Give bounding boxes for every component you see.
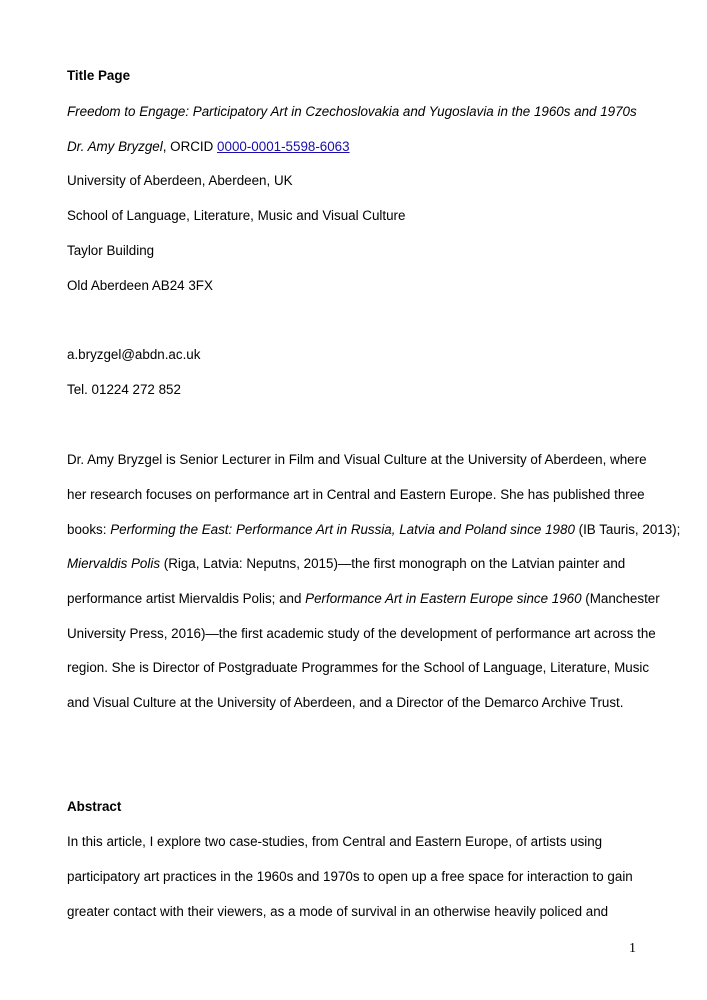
book-title: Performing the East: Performance Art in Russia, Latvia and Poland since 1980 bbox=[110, 522, 575, 537]
bio-line bbox=[67, 521, 680, 539]
building: Taylor Building bbox=[67, 243, 155, 258]
orcid-link[interactable]: 0000-0001-5598-6063 bbox=[217, 139, 350, 154]
abstract-line: greater contact with their viewers, as a mode of survival in an otherwise heavily policed and bbox=[67, 904, 609, 919]
bio-text: (Manchester bbox=[581, 591, 660, 606]
page-number: 1 bbox=[629, 941, 636, 956]
bio-text: (IB Tauris, 2013); bbox=[574, 522, 681, 537]
school: School of Language, Literature, Music and Visual Culture bbox=[67, 208, 406, 223]
university: University of Aberdeen, Aberdeen, UK bbox=[67, 173, 293, 188]
bio-line: region. She is Director of Postgraduate Programmes for the School of Language, Literature, Music bbox=[67, 660, 650, 675]
orcid-label: , ORCID bbox=[162, 139, 218, 154]
bio-line: Dr. Amy Bryzgel is Senior Lecturer in Film and Visual Culture at the University of Aberdeen, where bbox=[67, 452, 647, 467]
telephone: Tel. 01224 272 852 bbox=[67, 382, 181, 397]
bio-text: books: bbox=[67, 522, 111, 537]
title-page-heading: Title Page bbox=[67, 68, 131, 83]
bio-line bbox=[67, 555, 625, 573]
abstract-line: participatory art practices in the 1960s and 1970s to open up a free space for interaction to gain bbox=[67, 869, 633, 884]
author-name: Dr. Amy Bryzgel bbox=[67, 139, 163, 154]
bio-line: her research focuses on performance art in Central and Eastern Europe. She has published three bbox=[67, 487, 645, 502]
bio-line: and Visual Culture at the University of Aberdeen, and a Director of the Demarco Archive Trust. bbox=[67, 695, 624, 710]
address: Old Aberdeen AB24 3FX bbox=[67, 278, 213, 293]
abstract-line: In this article, I explore two case-studies, from Central and Eastern Europe, of artists using bbox=[67, 834, 603, 849]
bio-line: University Press, 2016)—the first academic study of the development of performance art across the bbox=[67, 626, 656, 641]
abstract-heading: Abstract bbox=[67, 799, 122, 814]
author-line bbox=[67, 138, 350, 156]
bio-text: (Riga, Latvia: Neputns, 2015)—the first monograph on the Latvian painter and bbox=[160, 556, 626, 571]
article-title: Freedom to Engage: Participatory Art in Czechoslovakia and Yugoslavia in the 1960s and 1970s bbox=[67, 104, 637, 119]
book-title: Performance Art in Eastern Europe since 1960 bbox=[305, 591, 582, 606]
bio-text: performance artist Miervaldis Polis; and bbox=[67, 591, 306, 606]
email: a.bryzgel@abdn.ac.uk bbox=[67, 347, 201, 362]
book-title: Miervaldis Polis bbox=[67, 556, 161, 571]
bio-line bbox=[67, 590, 660, 608]
